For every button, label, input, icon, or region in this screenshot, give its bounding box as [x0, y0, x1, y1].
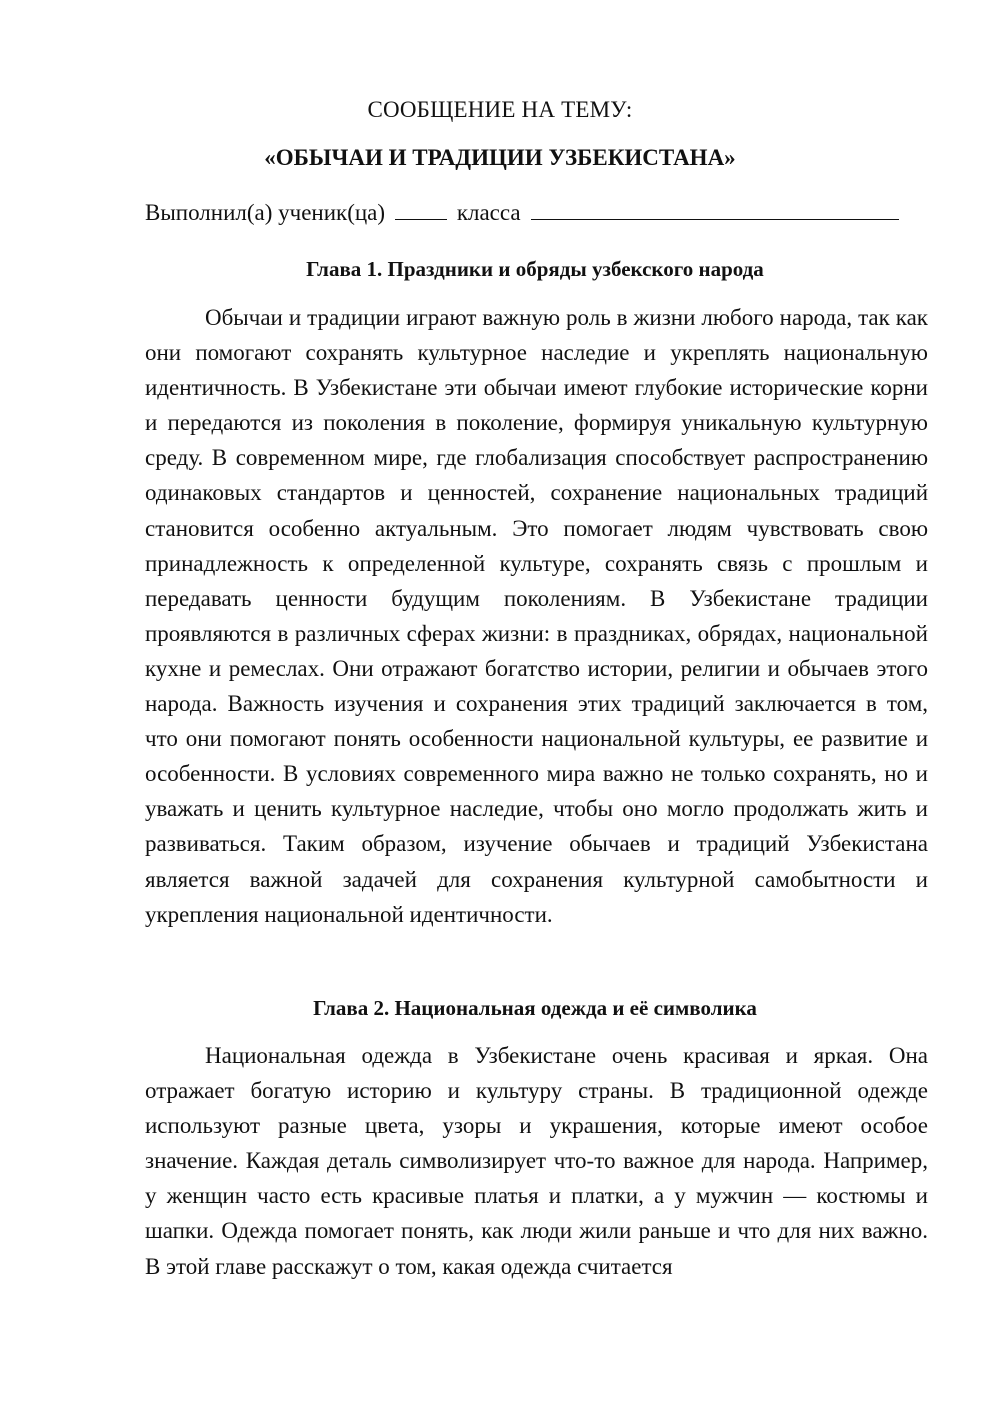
chapter-1-paragraph: Обычаи и традиции играют важную роль в жизни любого народа, так как они помогают сохранять культурное наследие и укреплять национальную идентичность. В Узбекистане эти обычаи имеют глубокие исторические корни и передаются из поколения в поколение, формируя уникальную культурную среду. В современном мире, где глобализация способствует распространению одинаковых стандартов и ценностей, сохранение национальных традиций становится особенно актуальным. Это помогает людям чувствовать свою принадлежность к определенной культуре, сохранять связь с прошлым и передавать ценности будущим поколениям. В Узбекистане традиции проявляются в различных сферах жизни: в праздниках, обрядах, национальной кухне и ремеслах. Они отражают богатство истории, религии и обычаев этого народа. Важность изучения и сохранения этих традиций заключается в том, что они помогают понять особенности национальной культуры, ее развитие и особенности. В условиях современного мира важно не только сохранять, но и уважать и ценить культурное наследие, чтобы оно могло продолжать жить и развиваться. Таким образом, изучение обычаев и традиций Узбекистана является важной задачей для сохранения культурной самобытности и укрепления национальной идентичности. — [145, 305, 928, 927]
chapter-2-paragraph: Национальная одежда в Узбекистане очень красивая и яркая. Она отражает богатую историю и культуру страны. В традиционной одежде используют разные цвета, узоры и украшения, которые имеют особое значение. Каждая деталь символизирует что-то важное для народа. Например, у женщин часто есть красивые платья и платки, а у мужчин — костюмы и шапки. Одежда помогает понять, как люди жили раньше и что для них важно. В этой главе расскажут о том, какая одежда считается — [145, 1043, 928, 1279]
chapter-1-heading: Глава 1. Праздники и обряды узбекского народа — [306, 257, 764, 281]
title-line-1: СООБЩЕНИЕ НА ТЕМУ: — [367, 97, 633, 122]
chapter-2-heading: Глава 2. Национальная одежда и её символика — [313, 996, 757, 1020]
class-word: класса — [456, 200, 521, 225]
document-title: «ОБЫЧАИ И ТРАДИЦИИ УЗБЕКИСТАНА» — [264, 145, 736, 170]
name-blank-field — [531, 199, 899, 220]
author-line — [145, 198, 899, 228]
author-prefix: Выполнил(а) ученик(ца) — [145, 200, 386, 225]
grade-blank-field — [395, 199, 447, 220]
